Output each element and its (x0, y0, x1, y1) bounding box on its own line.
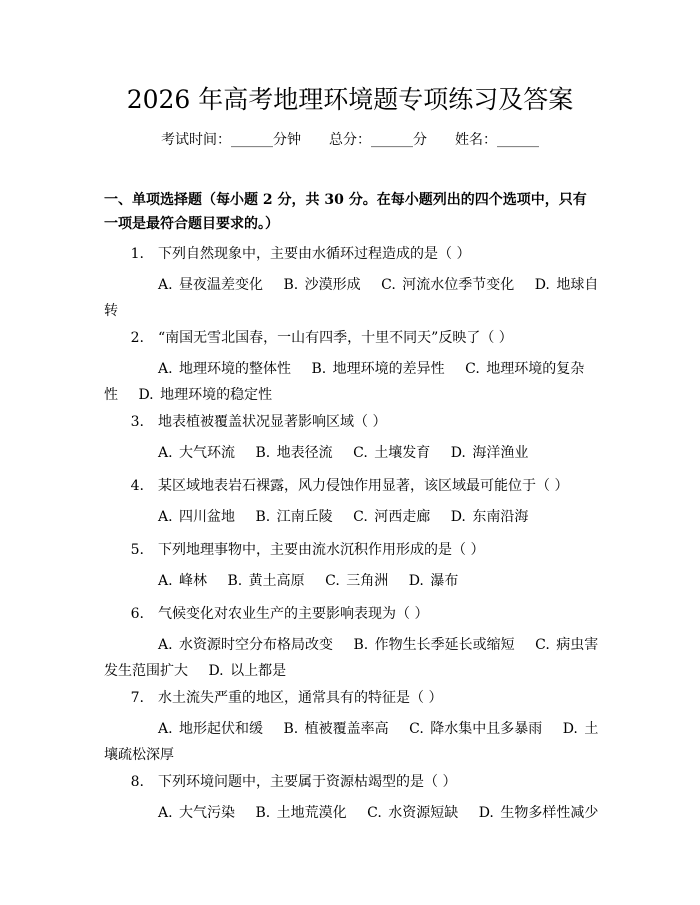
option-d: D. 东南沿海 (450, 509, 529, 525)
question-number: 4. (130, 478, 144, 494)
question-4 (104, 474, 600, 498)
option-c: C. 土壤发育 (353, 445, 431, 461)
option-d: D. 海洋渔业 (450, 445, 529, 461)
question-8 (104, 770, 600, 794)
option-d: D. 地球自转 (104, 277, 599, 319)
option-c: C. 三角洲 (325, 573, 389, 589)
question-text: “南国无雪北国春，一山有四季，十里不同天”反映了（ ） (158, 330, 513, 346)
question-7 (104, 686, 600, 710)
option-b: B. 地理环境的差异性 (311, 361, 445, 377)
option-b: B. 黄土高原 (227, 573, 305, 589)
option-a: A. 昼夜温差变化 (158, 277, 264, 293)
option-d: D. 生物多样性减少 (478, 805, 599, 821)
student-name-field: 姓名：______ (455, 132, 539, 148)
question-text: 水土流失严重的地区，通常具有的特征是（ ） (158, 690, 443, 706)
question-5 (104, 538, 600, 562)
question-6-options (104, 632, 600, 684)
option-a: A. 峰林 (158, 573, 208, 589)
option-b: B. 植被覆盖率高 (283, 721, 389, 737)
question-1 (104, 242, 600, 266)
question-number: 2. (130, 330, 144, 346)
question-text: 气候变化对农业生产的主要影响表现为（ ） (158, 606, 429, 622)
option-a: A. 水资源时空分布格局改变 (158, 637, 334, 653)
option-c: C. 病虫害发生范围扩大 (104, 637, 599, 679)
question-5-options (104, 568, 600, 594)
option-c: C. 水资源短缺 (367, 805, 459, 821)
total-score-field: 总分：______分 (329, 132, 427, 148)
question-1-options (104, 272, 600, 324)
question-text: 某区域地表岩石裸露，风力侵蚀作用显著，该区域最可能位于（ ） (158, 478, 569, 494)
question-number: 7. (130, 690, 144, 706)
option-a: A. 地理环境的整体性 (158, 361, 292, 377)
question-number: 8. (130, 774, 144, 790)
option-a: A. 四川盆地 (158, 509, 236, 525)
question-3 (104, 410, 600, 434)
option-b: B. 江南丘陵 (255, 509, 333, 525)
option-b: B. 沙漠形成 (283, 277, 361, 293)
option-b: B. 地表径流 (255, 445, 333, 461)
option-d: D. 瀑布 (408, 573, 459, 589)
question-text: 下列地理事物中，主要由流水沉积作用形成的是（ ） (158, 542, 485, 558)
question-8-options (104, 800, 600, 826)
option-a: A. 大气污染 (158, 805, 236, 821)
exam-info-line (0, 130, 700, 150)
question-text: 下列自然现象中，主要由水循环过程造成的是（ ） (158, 246, 471, 262)
page-title: 2026 年高考地理环境题专项练习及答案 (126, 85, 574, 114)
question-text: 下列环境问题中，主要属于资源枯竭型的是（ ） (158, 774, 457, 790)
option-a: A. 地形起伏和缓 (158, 721, 264, 737)
question-4-options (104, 504, 600, 530)
question-3-options (104, 440, 600, 466)
question-number: 1. (130, 246, 144, 262)
option-b: B. 土地荒漠化 (255, 805, 347, 821)
question-number: 5. (130, 542, 144, 558)
option-d: D. 地理环境的稳定性 (138, 387, 273, 403)
question-number: 6. (130, 606, 144, 622)
question-number: 3. (130, 414, 144, 430)
question-7-options (104, 716, 600, 768)
section-heading-single-choice: 一、单项选择题（每小题 2 分，共 30 分。在每小题列出的四个选项中，只有一项是最符合题目要求的。） (104, 192, 587, 232)
question-2 (104, 326, 600, 350)
option-b: B. 作物生长季延长或缩短 (353, 637, 515, 653)
question-text: 地表植被覆盖状况显著影响区域（ ） (158, 414, 387, 430)
option-c: C. 河西走廊 (353, 509, 431, 525)
option-a: A. 大气环流 (158, 445, 236, 461)
option-d: D. 土壤疏松深厚 (104, 721, 599, 763)
option-c: C. 地理环境的复杂性 (104, 361, 585, 403)
question-2-options (104, 356, 600, 408)
option-c: C. 降水集中且多暴雨 (409, 721, 543, 737)
option-d: D. 以上都是 (208, 663, 287, 679)
exam-time-field: 考试时间：______分钟 (161, 132, 301, 148)
question-6 (104, 602, 600, 626)
option-c: C. 河流水位季节变化 (381, 277, 515, 293)
